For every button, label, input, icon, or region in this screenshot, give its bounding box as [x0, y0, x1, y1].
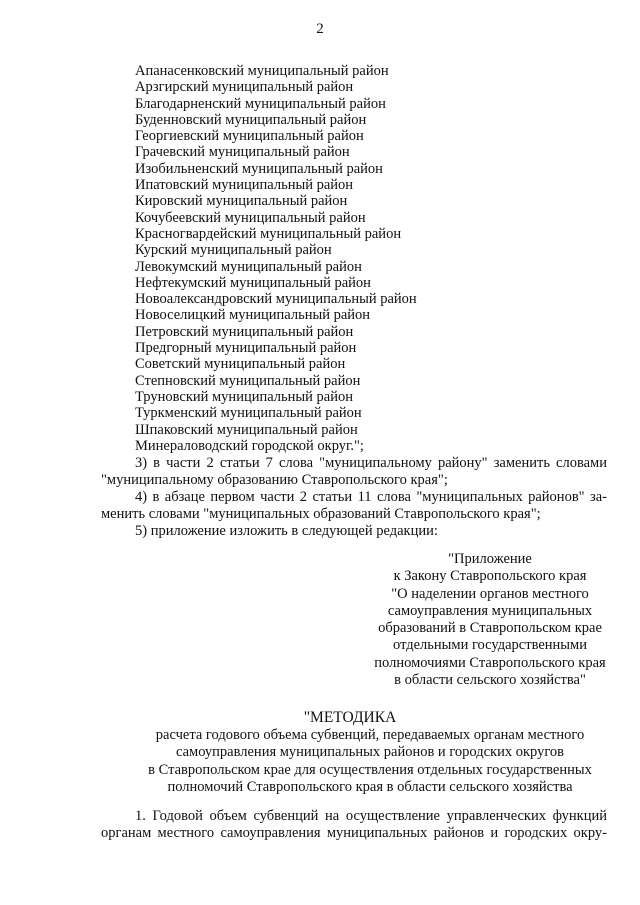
amendment-item-4-line-1: 4) в абзаце первом части 2 статьи 11 слова "муниципальных районов" за- [135, 489, 607, 505]
district-item: Курский муниципальный район [135, 242, 332, 259]
district-item: Шпаковский муниципальный район [135, 421, 358, 438]
appendix-line: самоуправления муниципальных [387, 602, 593, 619]
methodology-subtitle-line: в Ставропольском крае для осуществления отдельных государственных [148, 761, 592, 778]
amendment-item-4 [101, 489, 607, 523]
methodology-paragraph-1-line-2: органам местного самоуправления муниципальных районов и городских окру- [101, 825, 607, 841]
appendix-line: "О наделении органов местного [391, 585, 589, 602]
district-item: Степновский муниципальный район [135, 372, 361, 389]
appendix-line: полномочиями Ставропольского края [374, 654, 606, 671]
district-item: Благодарненский муниципальный район [135, 95, 386, 112]
district-item: Грачевский муниципальный район [135, 144, 350, 161]
district-item: Арзгирский муниципальный район [135, 79, 354, 96]
district-list [135, 63, 417, 454]
amendment-item-3-line-2: "муниципальному образованию Ставропольского края"; [101, 472, 448, 488]
amendment-item-4-line-2: менить словами "муниципальных образований Ставропольского края"; [101, 506, 541, 522]
methodology-subtitle-line: расчета годового объема субвенций, передаваемых органам местного [155, 727, 585, 743]
amendment-item-5 [101, 523, 607, 540]
amendment-item-3-line-1: 3) в части 2 статьи 7 слова "муниципальному району" заменить словами [135, 455, 607, 471]
district-item: Минераловодский городской округ."; [135, 437, 364, 454]
page-number: 2 [316, 21, 324, 37]
appendix-line: образований в Ставропольском крае [378, 620, 602, 637]
district-item: Новоселицкий муниципальный район [135, 307, 371, 324]
district-item: Изобильненский муниципальный район [135, 160, 383, 177]
district-item: Петровский муниципальный район [135, 323, 354, 340]
methodology-paragraph-1 [101, 808, 607, 842]
district-item: Нефтекумский муниципальный район [135, 274, 371, 291]
methodology-subtitle-line: полномочий Ставропольского края в области сельского хозяйства [167, 778, 573, 795]
district-item: Труновский муниципальный район [135, 388, 353, 405]
district-item: Георгиевский муниципальный район [135, 128, 364, 145]
appendix-line: к Закону Ставропольского края [393, 568, 587, 585]
district-item: Апанасенковский муниципальный район [135, 63, 389, 79]
district-item: Новоалександровский муниципальный район [135, 291, 417, 308]
district-item: Предгорный муниципальный район [135, 340, 357, 357]
district-item: Красногвардейский муниципальный район [135, 225, 402, 242]
appendix-line: "Приложение [448, 551, 532, 567]
methodology-paragraph-1-line-1: 1. Годовой объем субвенций на осуществление управленческих функций [135, 808, 607, 824]
district-item: Кочубеевский муниципальный район [135, 209, 366, 226]
amendment-item-3 [101, 455, 607, 489]
district-item: Левокумский муниципальный район [135, 258, 362, 275]
methodology-title: "МЕТОДИКА [303, 709, 397, 726]
district-item: Советский муниципальный район [135, 356, 346, 373]
appendix-line: отдельными государственными [393, 637, 587, 654]
methodology-subtitle-line: самоуправления муниципальных районов и городских округов [175, 744, 565, 761]
methodology-subtitle [120, 727, 620, 796]
appendix-line: в области сельского хозяйства" [394, 672, 586, 689]
district-item: Ипатовский муниципальный район [135, 177, 354, 194]
district-item: Буденновский муниципальный район [135, 111, 367, 128]
district-item: Туркменский муниципальный район [135, 405, 362, 422]
district-item: Кировский муниципальный район [135, 193, 348, 210]
amendment-item-5-line-1: 5) приложение изложить в следующей редакции: [135, 523, 438, 539]
appendix-header [360, 551, 620, 689]
